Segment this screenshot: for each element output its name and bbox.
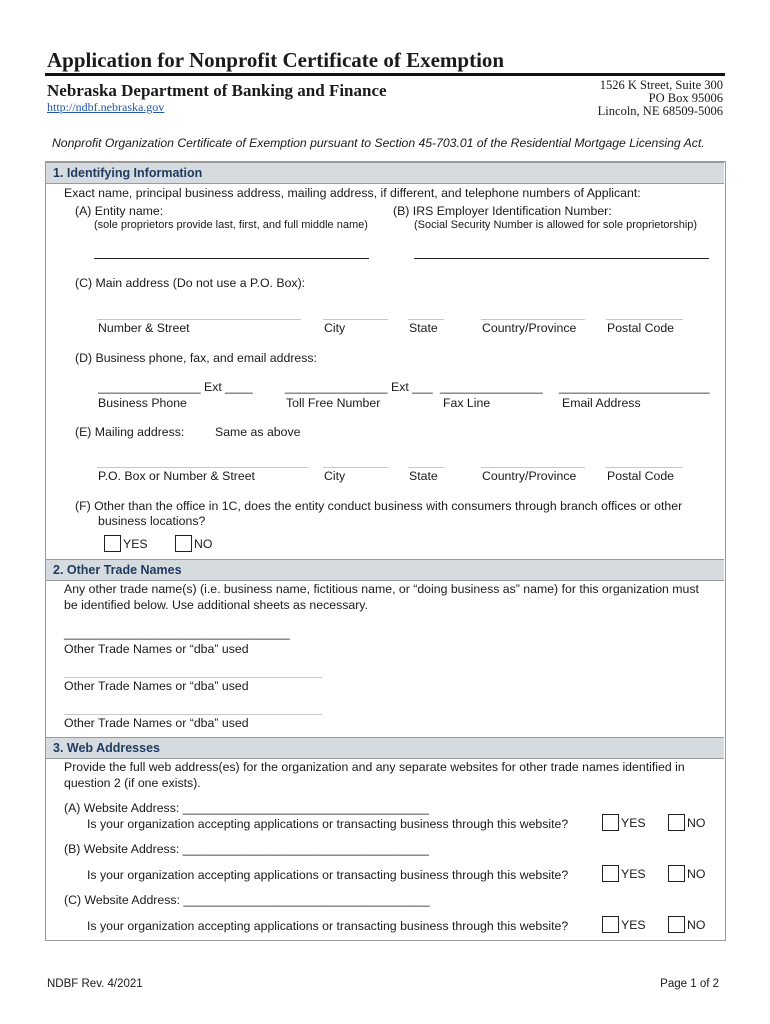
website-c-yes-label: YES xyxy=(621,918,646,932)
mail-street-field[interactable] xyxy=(97,467,308,468)
mail-country-field[interactable] xyxy=(481,467,585,468)
toll-free-caption: Toll Free Number xyxy=(286,396,381,410)
website-b-yes-checkbox[interactable] xyxy=(602,865,619,882)
branch-question: (F) Other than the office in 1C, does the entity conduct business with consumers through branch offices or other xyxy=(75,499,683,513)
entity-name-note: (sole proprietors provide last, first, and full middle name) xyxy=(94,219,368,231)
ein-note: (Social Security Number is allowed for sole proprietorship) xyxy=(414,219,698,231)
section-1-header: 1. Identifying Information xyxy=(46,162,724,184)
branch-question-cont: business locations? xyxy=(98,514,206,528)
main-city-caption: City xyxy=(324,321,346,335)
trade-name-caption-3: Other Trade Names or “dba” used xyxy=(64,716,249,730)
form-title: Application for Nonprofit Certificate of Exemption xyxy=(47,48,505,72)
entity-name-label: (A) Entity name: xyxy=(75,204,164,218)
website-b-no-checkbox[interactable] xyxy=(668,865,685,882)
entity-name-field[interactable] xyxy=(94,258,369,259)
branch-yes-label: YES xyxy=(123,537,148,551)
website-a-field[interactable]: (A) Website Address: ____________________________________ xyxy=(64,801,429,815)
mail-postal-field[interactable] xyxy=(606,467,683,468)
toll-free-field[interactable]: _______________ Ext ___ xyxy=(285,380,433,394)
website-b-question: Is your organization accepting applications or transacting business through this website? xyxy=(87,868,569,882)
mail-state-field[interactable] xyxy=(408,467,444,468)
main-city-field[interactable] xyxy=(323,319,388,320)
mail-city-caption: City xyxy=(324,469,346,483)
fax-caption: Fax Line xyxy=(443,396,491,410)
branch-no-label: NO xyxy=(194,537,213,551)
main-street-field[interactable] xyxy=(97,319,301,320)
fax-field[interactable]: _______________ xyxy=(440,380,543,394)
intro-text: Nonprofit Organization Certificate of Exemption pursuant to Section 45-703.01 of the Residential Mortgage Licensing Act. xyxy=(52,136,705,150)
mail-city-field[interactable] xyxy=(323,467,388,468)
email-field[interactable]: ______________________ xyxy=(559,380,710,394)
website-a-no-label: NO xyxy=(687,816,706,830)
website-c-field[interactable]: (C) Website Address: ____________________________________ xyxy=(64,893,430,907)
main-postal-field[interactable] xyxy=(606,319,683,320)
ein-field[interactable] xyxy=(414,258,709,259)
s2-text-2: be identified below. Use additional sheets as necessary. xyxy=(64,598,368,612)
s1-instructions: Exact name, principal business address, mailing address, if different, and telephone numbers of Applicant: xyxy=(64,186,641,200)
phone-label: (D) Business phone, fax, and email address: xyxy=(75,351,317,365)
business-phone-field[interactable]: _______________ Ext ____ xyxy=(98,380,253,394)
main-street-caption: Number & Street xyxy=(98,321,190,335)
section-2-header: 2. Other Trade Names xyxy=(46,559,724,581)
title-rule xyxy=(45,73,725,76)
website-a-question: Is your organization accepting applications or transacting business through this website? xyxy=(87,817,569,831)
main-country-field[interactable] xyxy=(481,319,585,320)
revision-label: NDBF Rev. 4/2021 xyxy=(47,978,143,990)
trade-name-caption-2: Other Trade Names or “dba” used xyxy=(64,679,249,693)
main-state-field[interactable] xyxy=(408,319,444,320)
website-b-field[interactable]: (B) Website Address: ____________________________________ xyxy=(64,842,429,856)
trade-name-field-3[interactable] xyxy=(64,714,322,715)
business-phone-caption: Business Phone xyxy=(98,396,187,410)
page-number: Page 1 of 2 xyxy=(660,978,719,990)
website-c-question: Is your organization accepting applications or transacting business through this website? xyxy=(87,919,569,933)
main-postal-caption: Postal Code xyxy=(607,321,674,335)
s3-text-1: Provide the full web address(es) for the organization and any separate websites for other trade names identified in xyxy=(64,760,685,774)
mail-country-caption: Country/Province xyxy=(482,469,577,483)
mailing-address-value[interactable]: Same as above xyxy=(215,425,301,439)
address-line-2: PO Box 95006 xyxy=(648,91,723,105)
main-state-caption: State xyxy=(409,321,438,335)
s3-text-2: question 2 (if one exists). xyxy=(64,776,201,790)
trade-name-field-1[interactable]: _________________________________ xyxy=(64,626,290,640)
email-caption: Email Address xyxy=(562,396,641,410)
branch-yes-checkbox[interactable] xyxy=(104,535,121,552)
website-link[interactable]: http://ndbf.nebraska.gov xyxy=(47,100,165,114)
address-line-1: 1526 K Street, Suite 300 xyxy=(599,78,723,92)
mail-state-caption: State xyxy=(409,469,438,483)
department-name: Nebraska Department of Banking and Finance xyxy=(47,81,387,100)
branch-no-checkbox[interactable] xyxy=(175,535,192,552)
mailing-address-label: (E) Mailing address: xyxy=(75,425,185,439)
website-b-no-label: NO xyxy=(687,867,706,881)
mail-postal-caption: Postal Code xyxy=(607,469,674,483)
website-b-yes-label: YES xyxy=(621,867,646,881)
website-c-no-label: NO xyxy=(687,918,706,932)
mail-street-caption: P.O. Box or Number & Street xyxy=(98,469,255,483)
website-a-yes-label: YES xyxy=(621,816,646,830)
trade-name-caption-1: Other Trade Names or “dba” used xyxy=(64,642,249,656)
trade-name-field-2[interactable] xyxy=(64,677,322,678)
website-a-no-checkbox[interactable] xyxy=(668,814,685,831)
address-line-3: Lincoln, NE 68509-5006 xyxy=(597,104,723,118)
website-c-yes-checkbox[interactable] xyxy=(602,916,619,933)
main-address-label: (C) Main address (Do not use a P.O. Box): xyxy=(75,276,306,290)
main-country-caption: Country/Province xyxy=(482,321,577,335)
s2-text-1: Any other trade name(s) (i.e. business name, fictitious name, or “doing business as” name) for this organization must xyxy=(64,582,699,596)
website-c-no-checkbox[interactable] xyxy=(668,916,685,933)
website-a-yes-checkbox[interactable] xyxy=(602,814,619,831)
section-3-header: 3. Web Addresses xyxy=(46,737,724,759)
ein-label: (B) IRS Employer Identification Number: xyxy=(393,204,612,218)
